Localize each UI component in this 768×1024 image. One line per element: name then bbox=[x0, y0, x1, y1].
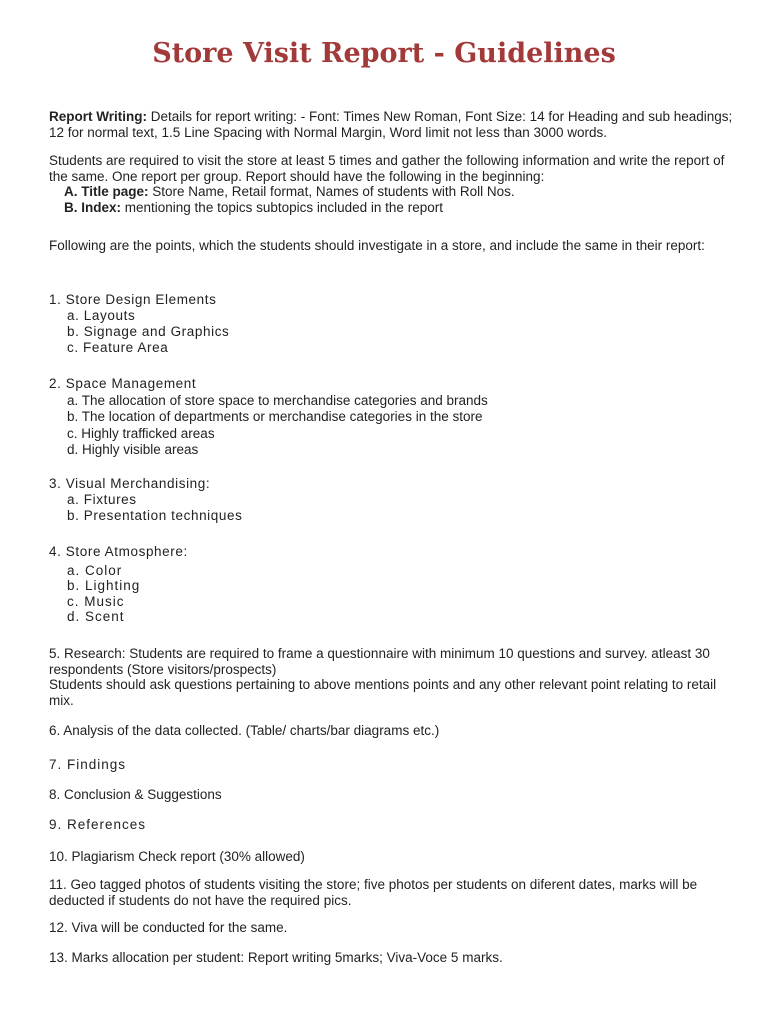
title-page-label: A. Title page: bbox=[64, 184, 149, 199]
list-item: a. The allocation of store space to merchandise categories and brands bbox=[67, 392, 488, 408]
references-text: 9. References bbox=[49, 817, 147, 832]
marks-text: 13. Marks allocation per student: Report writing 5marks; Viva-Voce 5 marks. bbox=[49, 950, 503, 965]
section-visual-merchandising bbox=[49, 476, 739, 524]
section-references bbox=[49, 817, 739, 833]
list-item: b. Presentation techniques bbox=[67, 508, 243, 523]
points-intro bbox=[49, 238, 739, 254]
title-page-text: Store Name, Retail format, Names of students with Roll Nos. bbox=[148, 184, 515, 199]
list-item: a. Fixtures bbox=[67, 492, 137, 507]
section-viva bbox=[49, 920, 739, 936]
section-store-atmosphere bbox=[49, 544, 739, 625]
points-intro-text: Following are the points, which the students should investigate in a store, and include the same in their report: bbox=[49, 238, 705, 253]
section-title: 3. Visual Merchandising: bbox=[49, 476, 211, 491]
section-research bbox=[49, 646, 739, 708]
section-title: 4. Store Atmosphere: bbox=[49, 544, 188, 559]
section-title: 2. Space Management bbox=[49, 376, 197, 391]
page-title: Store Visit Report - Guidelines bbox=[152, 38, 616, 69]
section-title: 1. Store Design Elements bbox=[49, 292, 217, 307]
conclusion-text: 8. Conclusion & Suggestions bbox=[49, 787, 222, 802]
section-findings bbox=[49, 757, 739, 773]
analysis-text: 6. Analysis of the data collected. (Table/ charts/bar diagrams etc.) bbox=[49, 723, 440, 738]
list-item: c. Feature Area bbox=[67, 340, 169, 355]
section-store-design bbox=[49, 292, 739, 356]
section-plagiarism bbox=[49, 849, 739, 865]
research-text-2: Students should ask questions pertaining to above mentions points and any other relevant point relating to retail mix. bbox=[49, 677, 717, 708]
list-item: c. Highly trafficked areas bbox=[67, 425, 215, 441]
geo-photos-text: 11. Geo tagged photos of students visiting the store; five photos per students on diferent dates, marks will be deducted if students do not have the required pics. bbox=[49, 877, 698, 908]
research-text: 5. Research: Students are required to frame a questionnaire with minimum 10 questions and survey. atleast 30 respondents (Store visitors/prospects) bbox=[49, 646, 710, 677]
section-analysis bbox=[49, 723, 739, 739]
list-item: d. Scent bbox=[67, 609, 125, 624]
index-text: mentioning the topics subtopics included in the report bbox=[121, 199, 443, 215]
viva-text: 12. Viva will be conducted for the same. bbox=[49, 920, 288, 935]
report-writing-text: Details for report writing: - Font: Times New Roman, Font Size: 14 for Heading and sub headings; 12 for normal text, 1.5 Line Spacing with Normal Margin, Word limit not less than 3000 words. bbox=[49, 109, 733, 140]
list-item: a. Layouts bbox=[67, 308, 136, 323]
list-item: b. Lighting bbox=[67, 578, 141, 593]
section-conclusion bbox=[49, 787, 739, 803]
section-space-management bbox=[49, 376, 739, 459]
index-label: B. Index: bbox=[64, 199, 122, 215]
intro-paragraph bbox=[49, 153, 739, 215]
findings-text: 7. Findings bbox=[49, 757, 127, 772]
list-item: c. Music bbox=[67, 593, 125, 609]
list-item: a. Color bbox=[67, 562, 123, 578]
section-marks bbox=[49, 950, 739, 966]
section-geo-photos bbox=[49, 877, 739, 908]
list-item: d. Highly visible areas bbox=[67, 442, 199, 457]
list-item: b. The location of departments or merchandise categories in the store bbox=[67, 409, 483, 424]
intro-text: Students are required to visit the store at least 5 times and gather the following information and write the report of the same. One report per group. Report should have the following in the beginning: bbox=[49, 153, 725, 184]
report-writing-paragraph bbox=[49, 109, 739, 140]
list-item: b. Signage and Graphics bbox=[67, 324, 230, 339]
title-page-item bbox=[49, 184, 739, 200]
report-writing-label: Report Writing: bbox=[49, 109, 147, 124]
plagiarism-text: 10. Plagiarism Check report (30% allowed) bbox=[49, 849, 305, 864]
index-item bbox=[49, 200, 739, 216]
